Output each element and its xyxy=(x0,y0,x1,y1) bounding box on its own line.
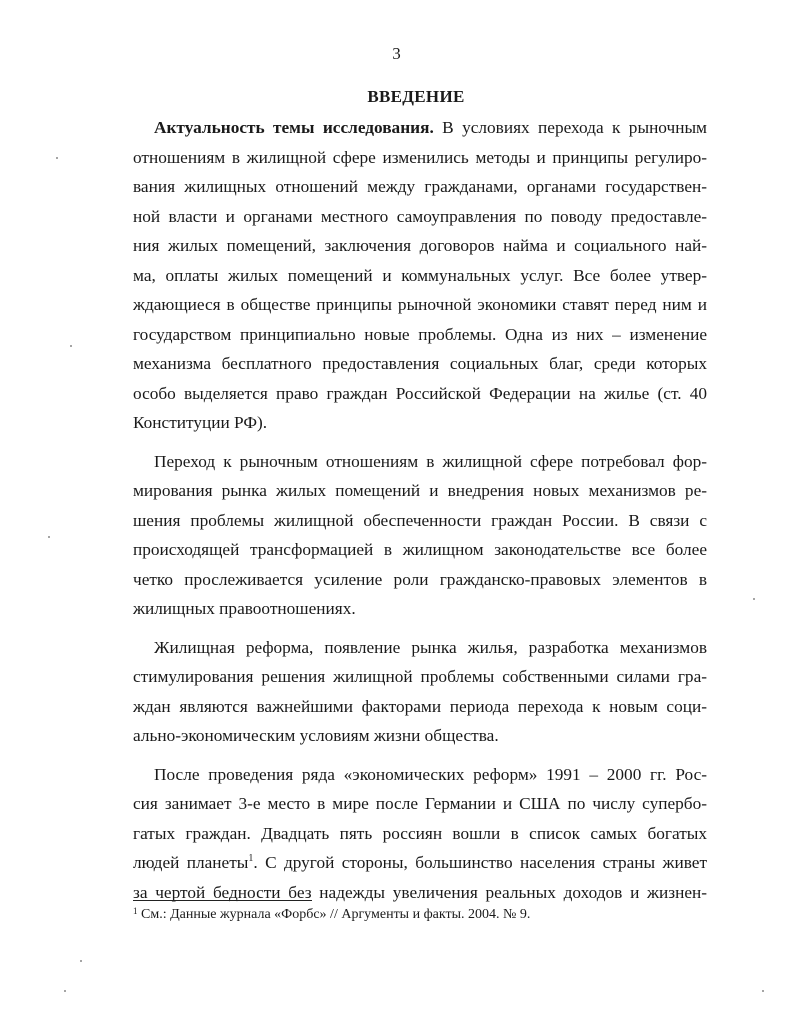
text-line: особо выделяется право граждан Российской Федерации на жилье (ст. 40 xyxy=(133,383,707,403)
text-line: Конституции РФ). xyxy=(133,413,268,432)
scan-speck xyxy=(70,345,72,347)
text-line: жилищных правоотношениях. xyxy=(133,599,356,618)
text-line: Жилищная реформа, появление рынка жилья, разработка механизмов xyxy=(154,637,707,657)
footnote-marker: 1 xyxy=(133,906,138,916)
paragraph-transition xyxy=(133,447,707,624)
paragraph-relevance xyxy=(133,113,707,438)
text-line: мирования рынка жилых помещений и внедрения новых механизмов ре- xyxy=(133,481,707,500)
text-line: ма, оплаты жилых помещений и коммунальных услуг. Все более утвер- xyxy=(133,265,707,285)
paragraph-housing-reform xyxy=(133,633,707,751)
text-line: Актуальность темы исследования. В условиях перехода к рыночным xyxy=(154,118,707,137)
footnote-text: См.: Данные журнала «Форбс» // Аргументы и факты. 2004. № 9. xyxy=(137,907,531,922)
section-heading: ВВЕДЕНИЕ xyxy=(367,87,465,106)
text-line: людей планеты$^1$. С другой стороны, большинство населения страны живет xyxy=(133,853,708,872)
scan-speck xyxy=(56,157,58,159)
scan-speck xyxy=(48,536,50,538)
text-line: происходящей трансформацией в жилищном законодательстве все более xyxy=(133,540,707,559)
footnote-reference[interactable]: 1 xyxy=(248,853,254,865)
text-line: отношениям в жилищной сфере изменились методы и принципы регулиро- xyxy=(133,147,707,167)
lead-in-bold: Актуальность темы исследования. xyxy=(154,118,434,137)
text-line: шения проблемы жилищной обеспеченности граждан России. В связи с xyxy=(133,510,707,530)
text-line: Переход к рыночным отношениям в жилищной сфере потребовал фор- xyxy=(154,451,707,471)
scan-speck xyxy=(80,960,82,962)
body-text xyxy=(133,113,707,907)
text-line: ной власти и органами местного самоуправления по поводу предоставле- xyxy=(133,206,707,226)
scan-speck xyxy=(64,990,66,992)
text-line: гатых граждан. Двадцать пять россиян вошли в список самых богатых xyxy=(133,823,707,843)
scan-speck xyxy=(762,990,764,992)
paragraph-economic-reforms xyxy=(133,760,707,908)
text-line: государством принципиально новые проблемы. Одна из них – изменение xyxy=(133,324,707,344)
text-line: вания жилищных отношений между гражданами, органами государствен- xyxy=(133,177,707,196)
scan-speck xyxy=(753,598,755,600)
text-line: за чертой бедности без надежды увеличения реальных доходов и жизнен- xyxy=(133,882,707,902)
text-line: ально-экономическим условиям жизни общества. xyxy=(133,726,499,745)
text-line: четко прослеживается усиление роли гражданско-правовых элементов в xyxy=(133,569,707,589)
text-line: ния жилых помещений, заключения договоров найма и социального най- xyxy=(133,236,707,255)
page-number: 3 xyxy=(392,44,401,63)
text-line: стимулирования решения жилищной проблемы собственными силами гра- xyxy=(133,667,707,686)
text-line: ждан являются важнейшими факторами периода перехода к новым соци- xyxy=(133,696,707,716)
text-line: ждающиеся в обществе принципы рыночной экономики ставят перед ним и xyxy=(133,295,707,314)
text-line: После проведения ряда «экономических реформ» 1991 – 2000 гг. Рос- xyxy=(154,764,707,784)
text-line: механизма бесплатного предоставления социальных благ, среди которых xyxy=(133,354,707,373)
footnote xyxy=(133,906,530,924)
footnote-divider xyxy=(133,900,312,901)
text-line: сия занимает 3-е место в мире после Германии и США по числу супербо- xyxy=(133,794,707,813)
